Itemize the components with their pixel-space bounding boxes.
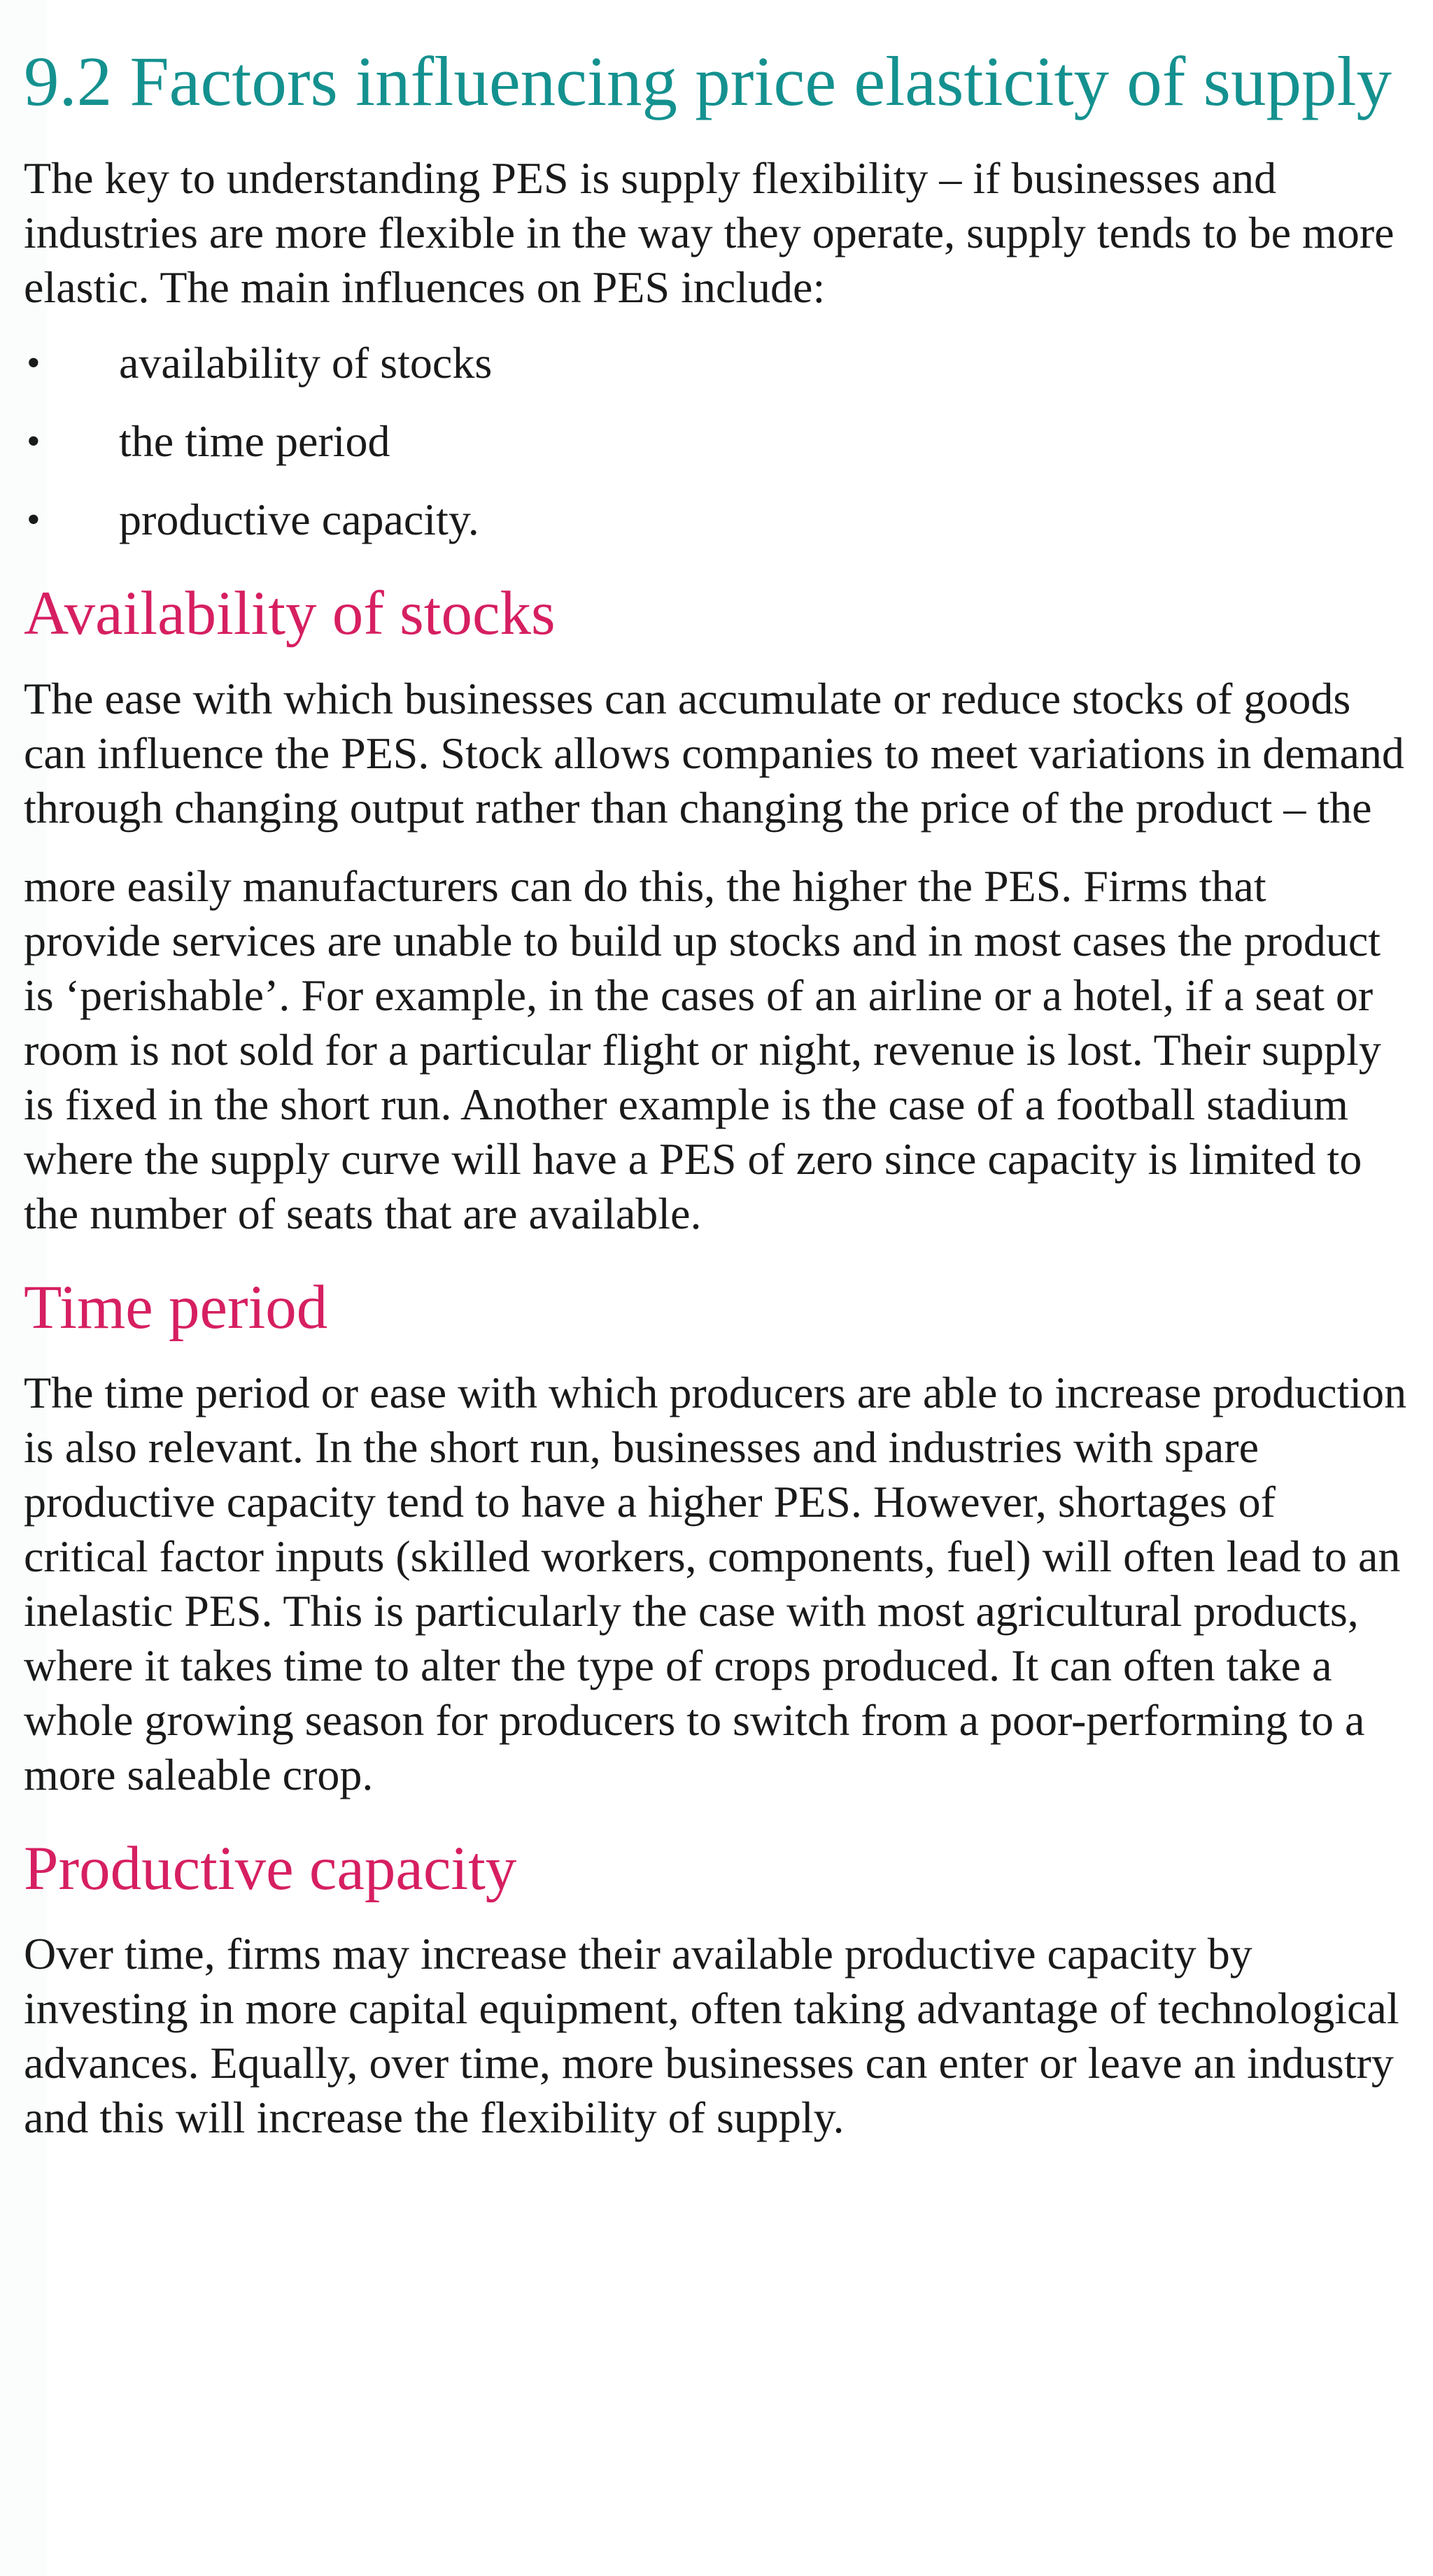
bullet-icon: •: [27, 498, 41, 542]
list-item: [24, 336, 1409, 390]
stocks-paragraph-2: more easily manufacturers can do this, the higher the PES. Firms that provide services are unable to build up stocks and in most cases the product is ‘perishable’. For example, in the cases of an airline or a hotel, if a seat or room is not sold for a particular flight or night, revenue is lost. Their supply is fixed in the short run. Another example is the case of a football stadium where the supply curve will have a PES of zero since capacity is limited to the number of seats that are available.: [24, 861, 1381, 1238]
heading-productive-capacity: Productive capacity: [24, 1834, 517, 1903]
list-item: [24, 414, 1409, 469]
time-period-paragraph: The time period or ease with which producers are able to increase production is also relevant. In the short run, businesses and industries with spare productive capacity tend to have a higher PES. However, shortages of critical factor inputs (skilled workers, components, fuel) will often lead to an inelastic PES. This is particularly the case with most agricultural products, where it takes time to alter the type of crops produced. It can often take a whole growing season for producers to switch from a poor-performing to a more saleable crop.: [24, 1368, 1407, 1799]
list-item-text: productive capacity.: [119, 495, 479, 544]
list-item-text: the time period: [119, 416, 390, 466]
list-item-text: availability of stocks: [119, 338, 493, 388]
heading-availability-of-stocks: Availability of stocks: [24, 579, 556, 648]
productive-capacity-paragraph: Over time, firms may increase their available productive capacity by investing in more capital equipment, often taking advantage of technological advances. Equally, over time, more businesses can enter or leave an industry and this will increase the flexibility of supply.: [24, 1929, 1399, 2142]
bullet-icon: •: [27, 420, 41, 463]
document-content: [24, 35, 1409, 2145]
intro-paragraph: The key to understanding PES is supply flexibility – if businesses and industries are more flexible in the way they operate, supply tends to be more elastic. The main influences on PES include:: [24, 153, 1395, 312]
list-item: [24, 493, 1409, 547]
influences-list: [24, 336, 1409, 547]
section-title: 9.2 Factors influencing price elasticity of supply: [24, 42, 1392, 120]
heading-time-period: Time period: [24, 1273, 328, 1342]
bullet-icon: •: [27, 341, 41, 385]
stocks-paragraph-1: The ease with which businesses can accumulate or reduce stocks of goods can influence the PES. Stock allows companies to meet variations in demand through changing output rather than changing the price of the product – the: [24, 674, 1404, 833]
